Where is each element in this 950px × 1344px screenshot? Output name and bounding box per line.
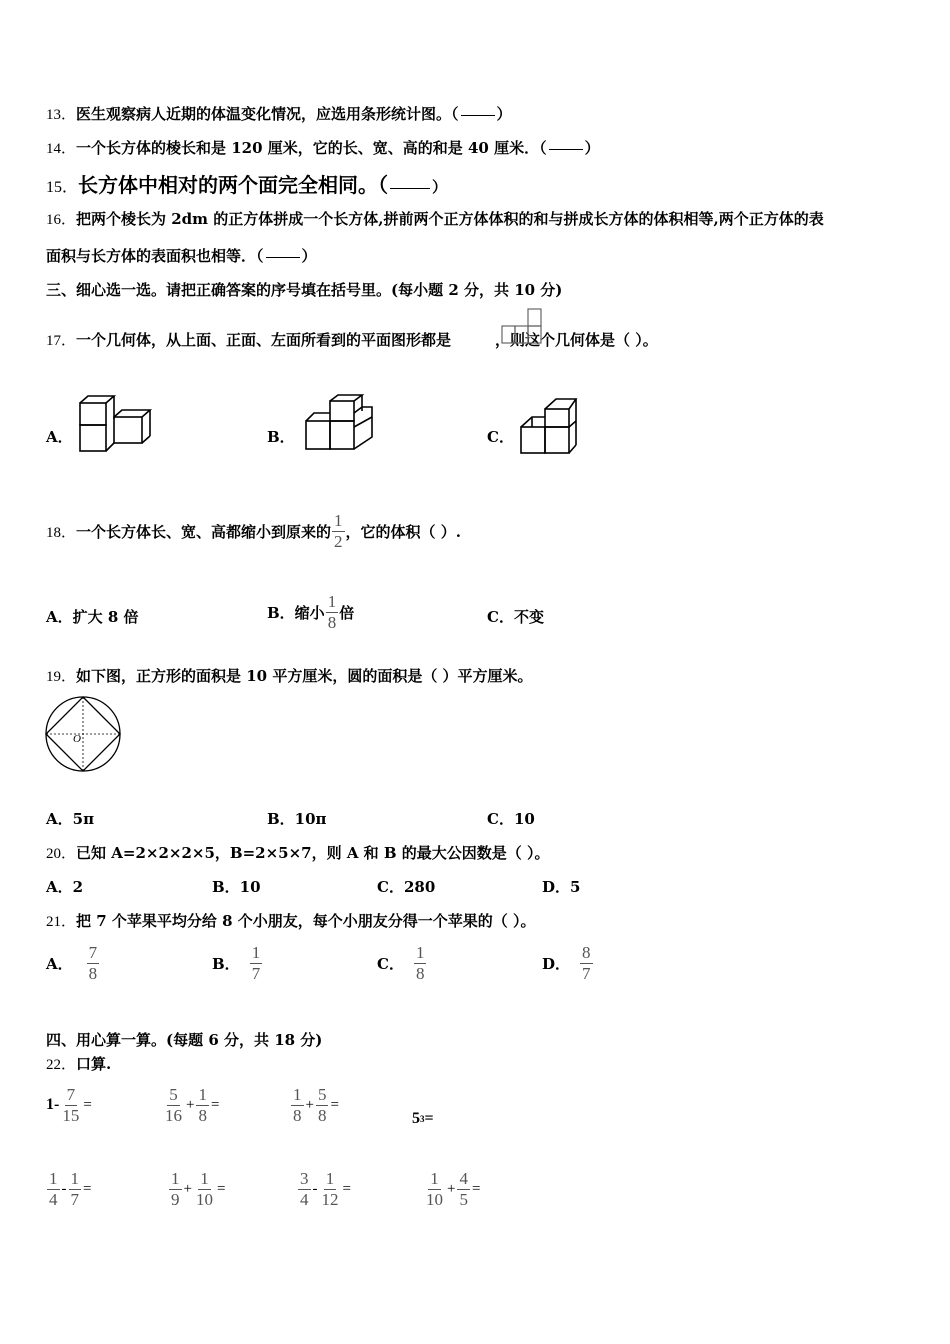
fraction: $\frac{5}{8}$: [317, 1085, 327, 1125]
question-number: 18．: [46, 524, 77, 541]
q17-option-c[interactable]: C．: [487, 428, 514, 446]
question-text: 已知 A=2×2×2×5，B=2×5×7，则 A 和 B 的最大公因数是（ ）。: [76, 844, 550, 862]
calc-item-8: $\frac{1}{10}$ + $\frac{4}{5}$ =: [426, 1169, 481, 1209]
answer-blank[interactable]: [549, 148, 583, 150]
question-17: [46, 329, 658, 350]
calc-item-1: 1- $\frac{7}{15}$ =: [46, 1085, 92, 1125]
fraction: $\frac{1}{8}$: [198, 1085, 207, 1125]
fraction: $\frac{1}{2}$: [334, 511, 343, 551]
fraction: $\frac{1}{10}$: [195, 1169, 213, 1209]
fraction: $\frac{8}{7}$: [582, 943, 591, 983]
q18-option-c[interactable]: C．不变: [487, 608, 544, 626]
q21-option-b[interactable]: B． $\frac{1}{7}$: [212, 943, 261, 983]
circle-square-figure: [44, 696, 124, 776]
question-number: 13．: [46, 107, 77, 123]
fraction: $\frac{1}{4}$: [49, 1169, 58, 1209]
section-3-title: 三、细心选一选。请把正确答案的序号填在括号里。(每小题 2 分，共 10 分): [46, 281, 563, 299]
question-number: 14．: [46, 141, 77, 157]
fraction: $\frac{7}{15}$: [62, 1085, 80, 1125]
fraction: $\frac{3}{4}$: [300, 1169, 309, 1209]
q20-option-b[interactable]: B．10: [212, 878, 261, 896]
fraction: $\frac{7}{8}$: [88, 943, 98, 983]
fraction: $\frac{1}{10}$: [426, 1169, 443, 1209]
question-19: [46, 665, 533, 686]
answer-blank[interactable]: [461, 114, 495, 116]
question-22: [46, 1053, 111, 1074]
question-20: [46, 842, 550, 863]
question-number: 15．: [46, 179, 79, 196]
question-text: 一个长方体的棱长和是 120 厘米，它的长、宽、高的和是 40 厘米．（: [76, 139, 547, 157]
q18-option-a[interactable]: A．扩大 8 倍: [46, 608, 139, 626]
q18-option-b[interactable]: B．缩小 $\frac{1}{8}$ 倍: [267, 592, 355, 632]
question-text: 口算.: [76, 1055, 112, 1073]
fraction: $\frac{5}{16}$: [165, 1085, 182, 1125]
question-text: 如下图，正方形的面积是 10 平方厘米，圆的面积是（ ）平方厘米。: [76, 667, 533, 685]
question-number: 17．: [46, 333, 77, 349]
question-text-line2: 面积与长方体的表面积也相等．（: [46, 247, 264, 265]
calc-item-3: $\frac{1}{8}$ + $\frac{5}{8}$ =: [293, 1085, 339, 1125]
q20-option-c[interactable]: C．280: [377, 878, 436, 896]
fraction: $\frac{1}{7}$: [251, 943, 261, 983]
q20-option-a[interactable]: A．2: [46, 878, 84, 896]
question-number: 21．: [46, 914, 77, 930]
q19-option-c[interactable]: C．10: [487, 810, 535, 828]
question-number: 20．: [46, 846, 77, 862]
calc-item-5: $\frac{1}{4}$ - $\frac{1}{7}$ =: [49, 1169, 92, 1209]
q21-option-a[interactable]: A． $\frac{7}{8}$: [46, 943, 98, 983]
question-16: [46, 208, 824, 229]
q17-option-b[interactable]: B．: [267, 428, 295, 446]
q19-option-b[interactable]: B．10π: [267, 810, 327, 828]
question-text-line1: 把两个棱长为 2dm 的正方体拼成一个长方体,拼前两个正方体体积的和与拼成长方体的体积相等,两个正方体的表: [76, 210, 824, 228]
question-text: 一个长方体长、宽、高都缩小到原来的: [76, 522, 332, 541]
q21-option-c[interactable]: C． $\frac{1}{8}$: [377, 943, 425, 983]
fraction: $\frac{4}{5}$: [459, 1169, 468, 1209]
q19-option-a[interactable]: A．5π: [46, 810, 95, 828]
fraction: $\frac{1}{8}$: [327, 592, 337, 632]
q20-option-d[interactable]: D．5: [542, 878, 581, 896]
fraction: $\frac{1}{9}$: [171, 1169, 180, 1209]
question-text-end: ，则这个几何体是（ ）。: [495, 331, 658, 349]
question-text: 医生观察病人近期的体温变化情况，应选用条形统计图。（: [76, 105, 459, 123]
question-text: 长方体中相对的两个面完全相同。（: [78, 173, 389, 197]
answer-blank[interactable]: [390, 187, 430, 189]
question-21: [46, 910, 536, 931]
question-13: 13．医生观察病人近期的体温变化情况，应选用条形统计图。（ ）: [46, 105, 512, 123]
fraction: $\frac{1}{8}$: [293, 1085, 302, 1125]
question-text: 把 7 个苹果平均分给 8 个小朋友，每个小朋友分得一个苹果的（ ）。: [76, 912, 536, 930]
question-number: 22．: [46, 1057, 77, 1073]
fraction: $\frac{1}{12}$: [321, 1169, 339, 1209]
q21-option-d[interactable]: D． $\frac{8}{7}$: [542, 943, 591, 983]
calc-item-4: 5 3 =: [412, 1110, 434, 1127]
question-number: 19．: [46, 669, 77, 685]
question-number: 16．: [46, 212, 77, 228]
calc-item-6: $\frac{1}{9}$ + $\frac{1}{10}$ =: [171, 1169, 226, 1209]
question-14: 14．一个长方体的棱长和是 120 厘米，它的长、宽、高的和是 40 厘米．（ ）: [46, 139, 600, 157]
cube-figure-a: [78, 393, 153, 455]
q17-option-a[interactable]: A．: [46, 428, 73, 446]
view-shape-figure: [500, 306, 544, 346]
question-18: [46, 512, 461, 551]
calc-item-7: $\frac{3}{4}$ - $\frac{1}{12}$ =: [300, 1169, 351, 1209]
question-16-cont: 面积与长方体的表面积也相等．（ ）: [46, 247, 317, 265]
section-4-title: 四、用心算一算。(每题 6 分，共 18 分): [46, 1031, 323, 1049]
cube-figure-b: [302, 393, 377, 455]
fraction: $\frac{1}{8}$: [415, 943, 425, 983]
question-15: 15．长方体中相对的两个面完全相同。（ ）: [46, 173, 448, 197]
calc-item-2: $\frac{5}{16}$ + $\frac{1}{8}$ =: [165, 1085, 220, 1125]
answer-blank[interactable]: [266, 256, 300, 258]
fraction: $\frac{1}{7}$: [70, 1169, 79, 1209]
question-text: 一个几何体，从上面、正面、左面所看到的平面图形都是: [76, 331, 452, 349]
question-text-end: ，它的体积（ ）.: [345, 522, 461, 541]
center-label: O: [73, 733, 81, 745]
cube-figure-c: [518, 395, 580, 457]
